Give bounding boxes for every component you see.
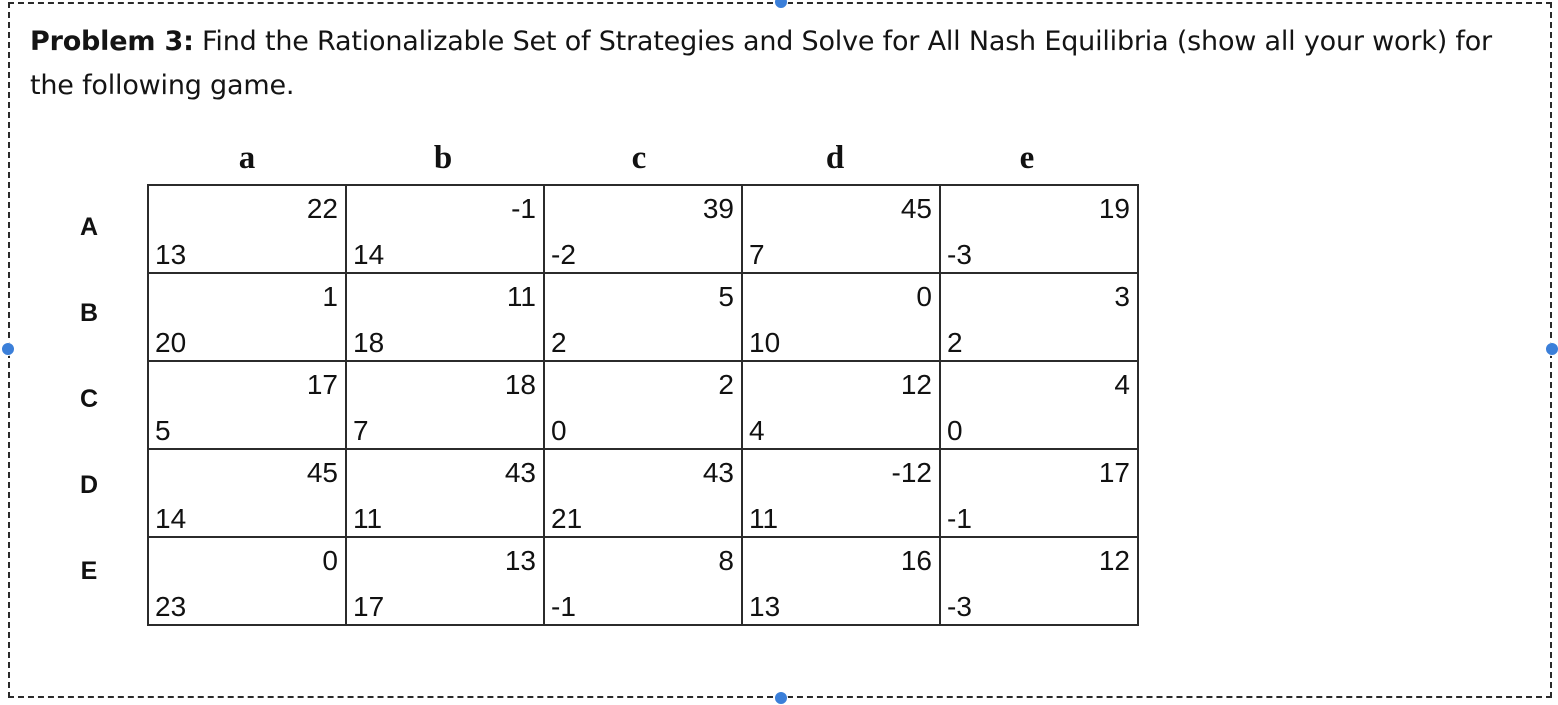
payoff-matrix	[147, 184, 1139, 626]
matrix-row	[148, 273, 1138, 361]
column-player-payoff: 16	[900, 545, 932, 576]
column-player-payoff: 2	[718, 369, 734, 400]
row-player-payoff: 13	[155, 239, 187, 270]
resize-handle-bottom[interactable]	[774, 691, 788, 705]
column-player-payoff: 39	[702, 193, 734, 224]
matrix-row	[148, 185, 1138, 273]
row-player-payoff: 14	[353, 239, 385, 270]
column-player-payoff: 12	[900, 369, 932, 400]
column-player-payoff: 17	[1098, 457, 1130, 488]
row-header-D: D	[79, 471, 99, 499]
payoff-cell	[148, 185, 346, 273]
matrix-row	[148, 361, 1138, 449]
payoff-cell	[544, 185, 742, 273]
row-player-payoff: 0	[947, 415, 963, 446]
row-player-payoff: 2	[947, 327, 963, 358]
column-player-payoff: 45	[306, 457, 338, 488]
payoff-cell	[940, 361, 1138, 449]
matrix-row	[148, 537, 1138, 625]
payoff-cell	[742, 537, 940, 625]
column-player-payoff: 0	[322, 545, 338, 576]
row-header-A: A	[79, 213, 99, 241]
row-player-payoff: 0	[551, 415, 567, 446]
row-player-payoff: 13	[749, 591, 781, 622]
payoff-cell	[940, 185, 1138, 273]
payoff-cell	[544, 449, 742, 537]
column-player-payoff: -12	[891, 457, 932, 488]
row-header-E: E	[80, 557, 98, 585]
problem-label: Problem 3:	[30, 26, 194, 57]
column-player-payoff: 43	[504, 457, 536, 488]
payoff-cell	[544, 361, 742, 449]
problem-text: Find the Rationalizable Set of Strategies and Solve for All Nash Equilibria (show all your work) for the following game.	[30, 26, 1492, 101]
column-player-payoff: 3	[1114, 281, 1130, 312]
payoff-cell	[346, 185, 544, 273]
column-player-payoff: -1	[511, 193, 536, 224]
row-player-payoff: 11	[749, 503, 779, 534]
row-player-payoff: 10	[749, 327, 781, 358]
row-player-payoff: -3	[947, 239, 972, 270]
resize-handle-left[interactable]	[1, 342, 15, 356]
column-player-payoff: 11	[506, 281, 536, 312]
payoff-cell	[544, 537, 742, 625]
row-player-payoff: 4	[749, 415, 765, 446]
row-player-payoff: 23	[155, 591, 187, 622]
row-player-payoff: 18	[353, 327, 385, 358]
row-player-payoff: 2	[551, 327, 567, 358]
column-player-payoff: 13	[504, 545, 536, 576]
column-header-b: b	[433, 140, 453, 176]
payoff-cell	[940, 273, 1138, 361]
payoff-cell	[742, 273, 940, 361]
matrix-row	[148, 449, 1138, 537]
column-player-payoff: 8	[718, 545, 734, 576]
row-player-payoff: -1	[947, 503, 972, 534]
column-player-payoff: 0	[916, 281, 932, 312]
payoff-cell	[742, 185, 940, 273]
payoff-cell	[148, 537, 346, 625]
payoff-cell	[940, 537, 1138, 625]
payoff-cell	[346, 361, 544, 449]
column-player-payoff: 19	[1098, 193, 1130, 224]
column-player-payoff: 18	[504, 369, 536, 400]
row-player-payoff: 14	[155, 503, 187, 534]
resize-handle-right[interactable]	[1545, 342, 1558, 356]
row-player-payoff: -2	[551, 239, 576, 270]
payoff-cell	[346, 449, 544, 537]
column-player-payoff: 17	[306, 369, 338, 400]
row-player-payoff: 11	[353, 503, 383, 534]
row-header-B: B	[79, 299, 99, 327]
row-player-payoff: 20	[155, 327, 187, 358]
payoff-cell	[148, 361, 346, 449]
row-player-payoff: 7	[749, 239, 765, 270]
row-header-C: C	[79, 385, 99, 413]
row-player-payoff: -3	[947, 591, 972, 622]
column-header-c: c	[631, 140, 647, 176]
payoff-cell	[742, 449, 940, 537]
column-header-e: e	[1019, 140, 1035, 176]
column-header-a: a	[238, 140, 256, 176]
column-player-payoff: 45	[900, 193, 932, 224]
row-player-payoff: 7	[353, 415, 369, 446]
row-player-payoff: 17	[353, 591, 385, 622]
payoff-cell	[148, 449, 346, 537]
payoff-cell	[544, 273, 742, 361]
payoff-cell	[346, 537, 544, 625]
problem-statement	[30, 20, 1530, 108]
column-player-payoff: 22	[306, 193, 338, 224]
column-header-d: d	[825, 140, 845, 176]
column-player-payoff: 43	[702, 457, 734, 488]
payoff-cell	[940, 449, 1138, 537]
payoff-cell	[148, 273, 346, 361]
column-player-payoff: 4	[1114, 369, 1130, 400]
row-player-payoff: 5	[155, 415, 171, 446]
column-player-payoff: 12	[1098, 545, 1130, 576]
payoff-cell	[346, 273, 544, 361]
payoff-cell	[742, 361, 940, 449]
column-player-payoff: 5	[718, 281, 734, 312]
column-player-payoff: 1	[322, 281, 338, 312]
row-player-payoff: 21	[551, 503, 583, 534]
row-player-payoff: -1	[551, 591, 576, 622]
